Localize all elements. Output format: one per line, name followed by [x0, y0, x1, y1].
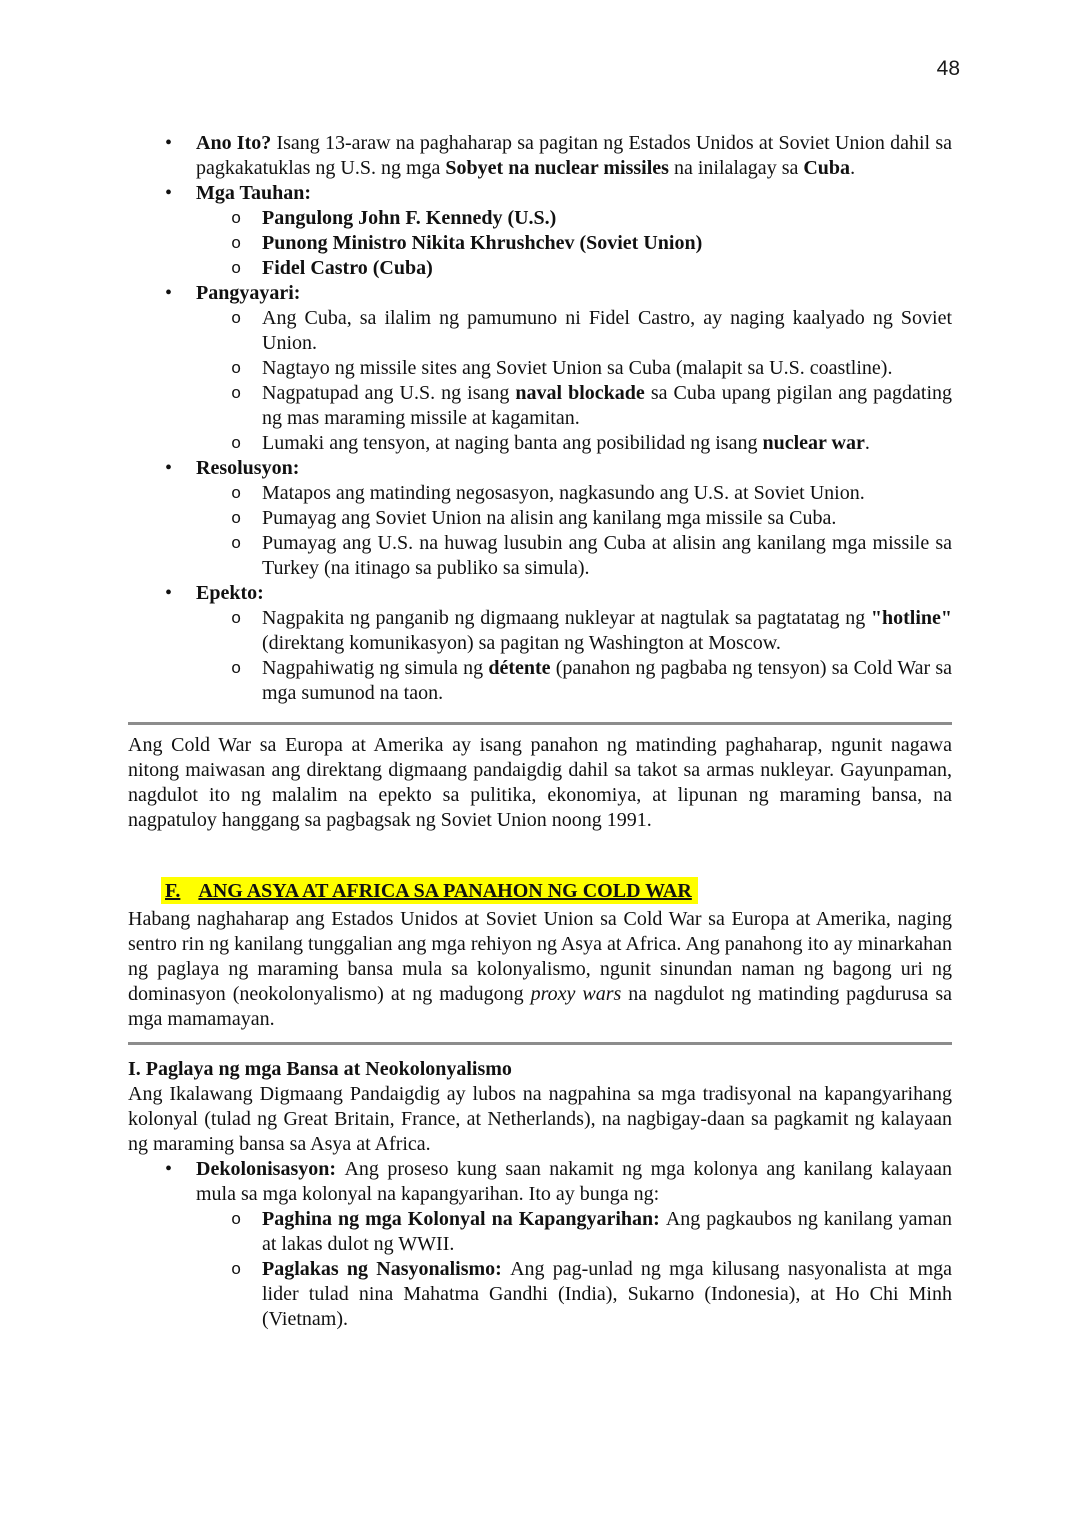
circle-bullet-icon: o: [231, 1211, 242, 1230]
list-item-text: Resolusyon:: [196, 457, 300, 479]
circle-bullet-icon: o: [231, 435, 242, 454]
circle-bullet-icon: o: [231, 610, 242, 629]
list-item-text: Pumayag ang Soviet Union na alisin ang kanilang mga missile sa Cuba.: [262, 507, 837, 529]
list-item-text: Ang Cuba, sa ilalim ng pamumuno ni Fidel Castro, ay naging kaalyado ng Soviet Union.: [262, 307, 952, 354]
list-item-text: Nagtayo ng missile sites ang Soviet Union sa Cuba (malapit sa U.S. coastline).: [262, 357, 893, 379]
list-item-text: Mga Tauhan:: [196, 182, 312, 204]
list-item-text: Nagpatupad ang U.S. ng isang naval blockade sa Cuba upang pigilan ang pagdating ng mas maraming missile at kagamitan.: [262, 382, 953, 429]
list-item-text: Punong Ministro Nikita Khrushchev (Soviet Union): [262, 232, 703, 254]
list-item-text: Pangulong John F. Kennedy (U.S.): [262, 207, 557, 229]
list-item-text: Matapos ang matinding negosasyon, nagkasundo ang U.S. at Soviet Union.: [262, 482, 865, 504]
subsection-i-heading: I. Paglaya ng mga Bansa at Neokolonyalismo: [128, 1058, 512, 1080]
bullet-icon: •: [165, 282, 173, 304]
circle-bullet-icon: o: [231, 660, 242, 679]
list-item-text: Paghina ng mga Kolonyal na Kapangyarihan: Ang pagkaubos ng kanilang yaman at lakas dulot ng WWII.: [262, 1208, 952, 1255]
bullet-icon: •: [165, 132, 173, 154]
list-item-text: Fidel Castro (Cuba): [262, 257, 433, 279]
list-item-resolusyon: [128, 456, 952, 481]
section-title: ANG ASYA AT AFRICA SA PANAHON NG COLD WAR: [198, 880, 692, 902]
list-item-pangyayari-2: [128, 356, 952, 381]
section-letter: F.: [165, 880, 181, 902]
list-item-pangyayari-3: [128, 381, 952, 431]
bullet-icon: •: [165, 582, 173, 604]
circle-bullet-icon: o: [231, 1261, 242, 1280]
list-item-text: Nagpakita ng panganib ng digmaang nukleyar at nagtulak sa pagtatatag ng "hotline" (direktang komunikasyon) sa pagitan ng Washington at Moscow.: [262, 607, 952, 654]
section-f-intro-paragraph: Habang naghaharap ang Estados Unidos at Soviet Union sa Cold War sa Europa at Amerika, naging sentro rin ng kanilang tunggalian ang mga rehiyon ng Asya at Africa. Ang panahong ito ay minarkahan ng paglaya ng maraming bansa mula sa kolonyalismo, ngunit sinundan naman ng bagong uri ng dominasyon (neokolonyalismo) at ng madugong proxy wars na nagdulot ng matinding pagdurusa sa mga mamamayan.: [128, 908, 953, 1030]
list-item-mga-tauhan: [128, 181, 952, 206]
list-item-resolusyon-2: [128, 506, 952, 531]
list-item-epekto: [128, 581, 952, 606]
list-item-text: Pumayag ang U.S. na huwag lusubin ang Cuba at alisin ang kanilang mga missile sa Turkey (na itinago sa publiko sa simula).: [262, 532, 952, 579]
list-item-kennedy: [128, 206, 952, 231]
list-item-paghina: [128, 1207, 952, 1257]
list-item-resolusyon-1: [128, 481, 952, 506]
list-item-resolusyon-3: [128, 531, 952, 581]
section-f-heading: [128, 879, 952, 904]
summary-paragraph: Ang Cold War sa Europa at Amerika ay isang panahon ng matinding paghaharap, ngunit nagawa nitong maiwasan ang direktang digmaang pandaigdig dahil sa takot sa armas nukleyar. Gayunpaman, nagdulot ito ng malalim na epekto sa pulitika, ekonomiya, at lipunan ng maraming bansa, na nagpatuloy hanggang sa pagbagsak ng Soviet Union noong 1991.: [128, 734, 952, 831]
circle-bullet-icon: o: [231, 360, 242, 379]
circle-bullet-icon: o: [231, 385, 242, 404]
horizontal-rule: [128, 1042, 952, 1045]
list-item-text: Lumaki ang tensyon, at naging banta ang posibilidad ng isang nuclear war.: [262, 432, 870, 454]
subsection-i-paragraph: Ang Ikalawang Digmaang Pandaigdig ay lubos na nagpahina sa mga tradisyonal na kapangyarihang kolonyal (tulad ng Great Britain, France, at Netherlands), na nagbigay-daan sa pagkamit ng kalayaan ng maraming bansa sa Asya at Africa.: [128, 1083, 952, 1155]
circle-bullet-icon: o: [231, 235, 242, 254]
list-item-pangyayari: [128, 281, 952, 306]
page-number: 48: [936, 57, 960, 80]
list-item-pangyayari-1: [128, 306, 952, 356]
list-item-khrushchev: [128, 231, 952, 256]
circle-bullet-icon: o: [231, 535, 242, 554]
highlighted-heading: [161, 877, 698, 904]
circle-bullet-icon: o: [231, 260, 242, 279]
bullet-icon: •: [165, 457, 173, 479]
circle-bullet-icon: o: [231, 485, 242, 504]
bullet-icon: •: [165, 182, 173, 204]
list-item-pangyayari-4: [128, 431, 952, 456]
list-item-text: Paglakas ng Nasyonalismo: Ang pag-unlad ng mga kilusang nasyonalista at mga lider tulad nina Mahatma Gandhi (India), Sukarno (Indonesia), at Ho Chi Minh (Vietnam).: [262, 1258, 953, 1330]
list-item-paglakas: [128, 1257, 952, 1332]
circle-bullet-icon: o: [231, 510, 242, 529]
list-item-text: Dekolonisasyon: Ang proseso kung saan nakamit ng mga kolonya ang kanilang kalayaan mula sa mga kolonyal na kapangyarihan. Ito ay bunga ng:: [196, 1158, 952, 1205]
circle-bullet-icon: o: [231, 210, 242, 229]
horizontal-rule: [128, 722, 952, 725]
page-content: [128, 131, 952, 1332]
bullet-icon: •: [165, 1158, 173, 1180]
list-item-text: Ano Ito? Isang 13-araw na paghaharap sa pagitan ng Estados Unidos at Soviet Union dahil sa pagkakatuklas ng U.S. ng mga Sobyet na nuclear missiles na inilalagay sa Cuba.: [196, 132, 953, 179]
list-item-ano-ito: [128, 131, 952, 181]
list-item-epekto-1: [128, 606, 952, 656]
circle-bullet-icon: o: [231, 310, 242, 329]
list-item-text: Nagpahiwatig ng simula ng détente (panahon ng pagbaba ng tensyon) sa Cold War sa mga sumunod na taon.: [262, 657, 952, 704]
list-item-dekolonisasyon: [128, 1157, 952, 1207]
list-item-epekto-2: [128, 656, 952, 706]
list-item-text: Epekto:: [196, 582, 264, 604]
list-item-castro: [128, 256, 952, 281]
list-item-text: Pangyayari:: [196, 282, 301, 304]
